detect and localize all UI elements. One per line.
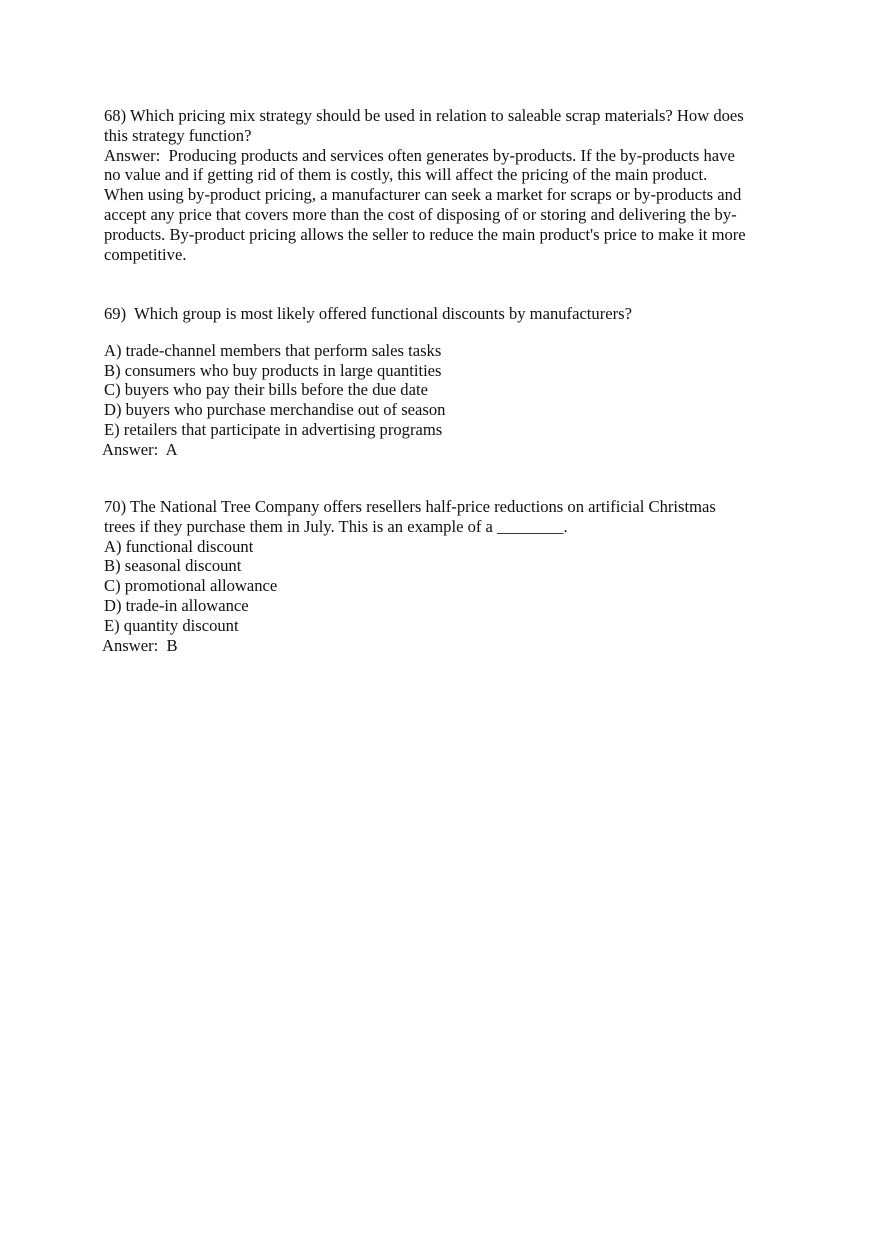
answer-text: competitive. — [104, 244, 187, 264]
option-a: A) trade-channel members that perform sales tasks — [104, 340, 442, 360]
question-text: 70) The National Tree Company offers resellers half-price reductions on artificial Christmas — [104, 497, 716, 516]
option-c: C) buyers who pay their bills before the due date — [104, 380, 428, 400]
option-b: B) consumers who buy products in large quantities — [104, 360, 442, 380]
option-d: D) trade-in allowance — [104, 595, 249, 615]
option-b: B) seasonal discount — [104, 556, 242, 576]
question-69 — [104, 304, 776, 460]
answer-text: products. By-product pricing allows the seller to reduce the main product's price to make it more — [104, 224, 746, 244]
question-text: 68) Which pricing mix strategy should be used in relation to saleable scrap materials? How does — [104, 106, 744, 125]
question-text: this strategy function? — [104, 125, 252, 145]
question-70 — [104, 497, 776, 655]
answer-key: Answer: B — [102, 635, 178, 655]
option-e: E) quantity discount — [104, 615, 239, 635]
option-e: E) retailers that participate in advertising programs — [104, 419, 443, 439]
answer-text: accept any price that covers more than the cost of disposing of or storing and delivering the by- — [104, 204, 737, 224]
question-text: trees if they purchase them in July. This is an example of a ________. — [104, 516, 568, 536]
question-68 — [104, 106, 776, 264]
question-text: 69) Which group is most likely offered functional discounts by manufacturers? — [104, 304, 632, 323]
answer-key: Answer: A — [102, 439, 178, 459]
answer-text: Answer: Producing products and services often generates by-products. If the by-products have — [104, 145, 735, 165]
answer-text: When using by-product pricing, a manufacturer can seek a market for scraps or by-products and — [104, 185, 742, 205]
option-a: A) functional discount — [104, 536, 254, 556]
option-d: D) buyers who purchase merchandise out of season — [104, 400, 446, 420]
answer-text: no value and if getting rid of them is costly, this will affect the pricing of the main product. — [104, 165, 708, 185]
option-c: C) promotional allowance — [104, 576, 278, 596]
